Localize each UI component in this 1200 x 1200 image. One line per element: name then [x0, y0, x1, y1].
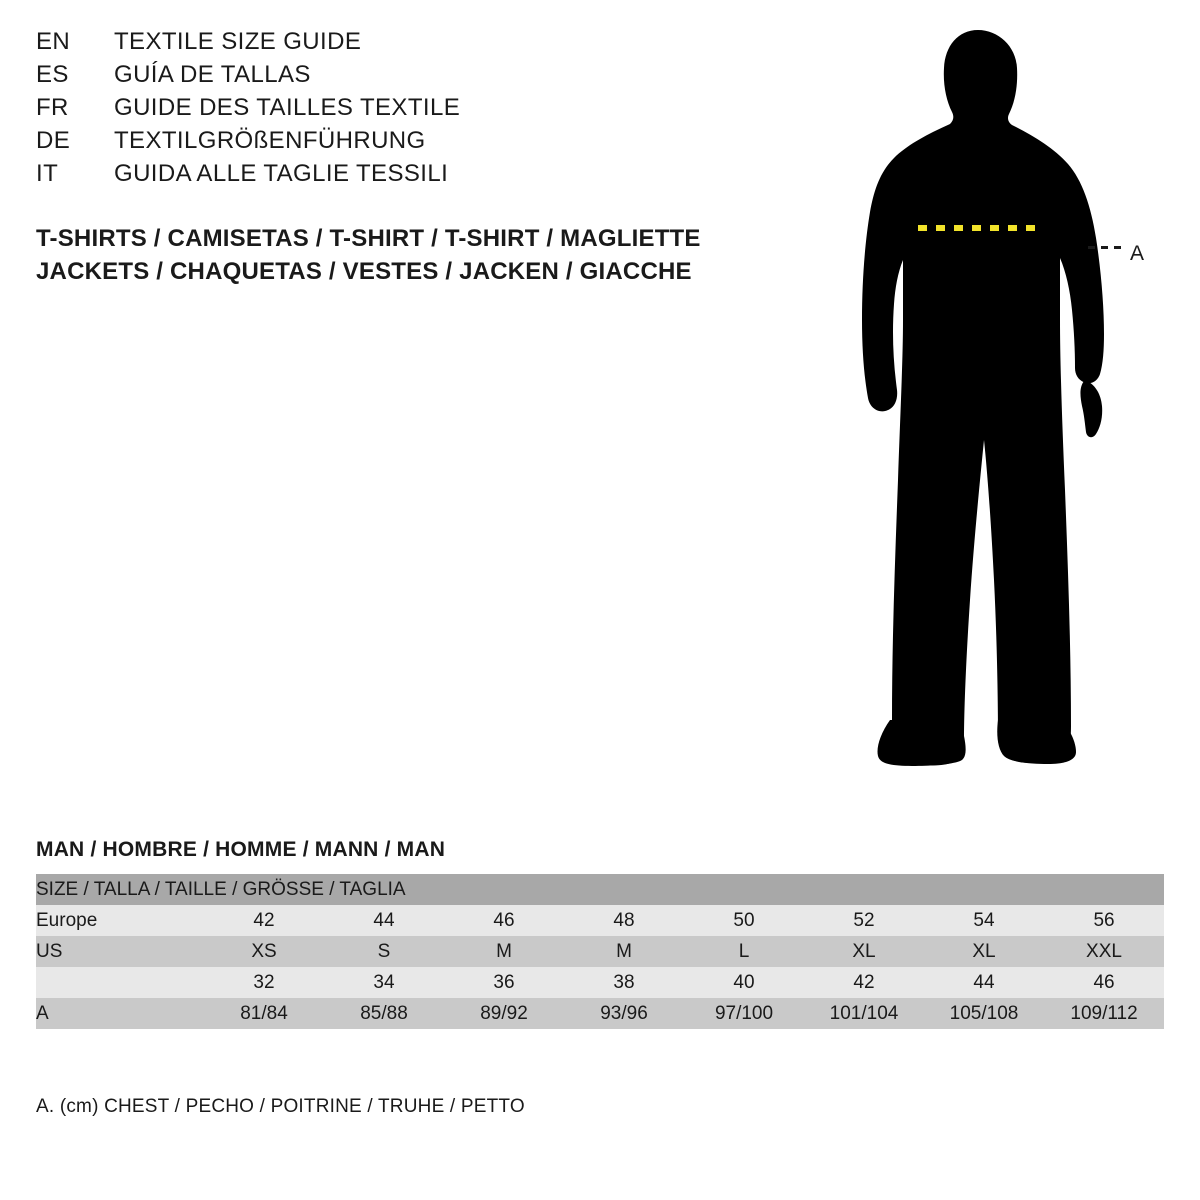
cell-value: 81/84	[204, 998, 324, 1029]
cell-value: 44	[324, 905, 444, 936]
language-code: EN	[36, 28, 71, 55]
cell-value: 54	[924, 905, 1044, 936]
row-label	[36, 967, 204, 998]
table-row	[36, 936, 1164, 967]
language-code: IT	[36, 160, 59, 187]
cell-value: L	[684, 936, 804, 967]
cell-value: XS	[204, 936, 324, 967]
language-title: GUIDA ALLE TAGLIE TESSILI	[114, 160, 449, 187]
table-row	[36, 905, 1164, 936]
cell-value: XXL	[1044, 936, 1164, 967]
language-header-block	[36, 28, 756, 193]
cell-value: M	[564, 936, 684, 967]
cell-value: 85/88	[324, 998, 444, 1029]
measure-label-a: A	[1130, 242, 1145, 265]
cell-value: 34	[324, 967, 444, 998]
language-title: GUÍA DE TALLAS	[114, 61, 311, 88]
garment-type-tshirts: T-SHIRTS / CAMISETAS / T-SHIRT / T-SHIRT / MAGLIETTE	[36, 225, 701, 252]
cell-value: XL	[924, 936, 1044, 967]
language-row	[36, 160, 756, 193]
cell-value: S	[324, 936, 444, 967]
cell-value: 48	[564, 905, 684, 936]
cell-value: 97/100	[684, 998, 804, 1029]
row-label: Europe	[36, 905, 204, 936]
cell-value: 46	[444, 905, 564, 936]
size-table	[36, 874, 1164, 1029]
cell-value: 36	[444, 967, 564, 998]
language-row	[36, 127, 756, 160]
language-title: TEXTILE SIZE GUIDE	[114, 28, 362, 55]
body-figure	[830, 20, 1170, 780]
cell-value: 89/92	[444, 998, 564, 1029]
garment-type-jackets: JACKETS / CHAQUETAS / VESTES / JACKEN / GIACCHE	[36, 258, 692, 285]
measure-leader-line	[1088, 246, 1124, 249]
row-label: A	[36, 998, 204, 1029]
cell-value: 52	[804, 905, 924, 936]
cell-value: 93/96	[564, 998, 684, 1029]
cell-value: 56	[1044, 905, 1164, 936]
cell-value: 42	[804, 967, 924, 998]
table-row	[36, 998, 1164, 1029]
table-header-label: SIZE / TALLA / TAILLE / GRÖSSE / TAGLIA	[36, 874, 1164, 905]
garment-type-block	[36, 222, 701, 288]
language-code: FR	[36, 94, 69, 121]
cell-value: 50	[684, 905, 804, 936]
cell-value: 40	[684, 967, 804, 998]
cell-value: 101/104	[804, 998, 924, 1029]
male-silhouette-icon	[830, 20, 1170, 780]
cell-value: XL	[804, 936, 924, 967]
language-row	[36, 28, 756, 61]
cell-value: 32	[204, 967, 324, 998]
cell-value: 109/112	[1044, 998, 1164, 1029]
cell-value: 105/108	[924, 998, 1044, 1029]
table-header-row	[36, 874, 1164, 905]
language-code: DE	[36, 127, 71, 154]
language-title: TEXTILGRÖßENFÜHRUNG	[114, 127, 426, 154]
cell-value: M	[444, 936, 564, 967]
row-label: US	[36, 936, 204, 967]
language-title: GUIDE DES TAILLES TEXTILE	[114, 94, 461, 121]
cell-value: 46	[1044, 967, 1164, 998]
table-row	[36, 967, 1164, 998]
language-row	[36, 61, 756, 94]
cell-value: 44	[924, 967, 1044, 998]
language-row	[36, 94, 756, 127]
language-code: ES	[36, 61, 69, 88]
footnote: A. (cm) CHEST / PECHO / POITRINE / TRUHE / PETTO	[36, 1096, 525, 1117]
table-group-title: MAN / HOMBRE / HOMME / MANN / MAN	[36, 838, 446, 861]
size-table-section	[36, 838, 1164, 1029]
cell-value: 38	[564, 967, 684, 998]
cell-value: 42	[204, 905, 324, 936]
